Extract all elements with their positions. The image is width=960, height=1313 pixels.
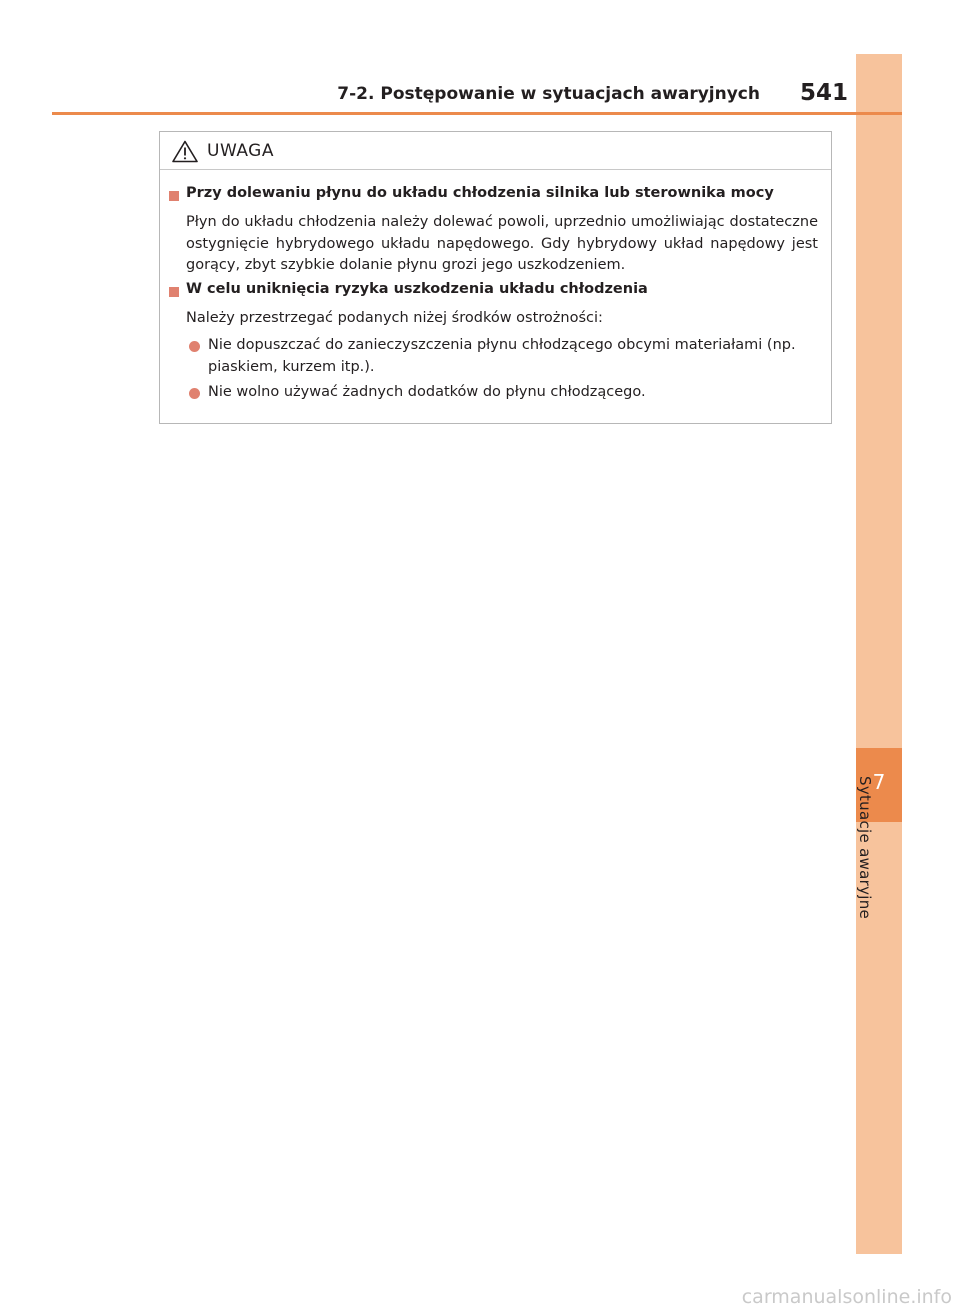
section-paragraph: Należy przestrzegać podanych niżej środków ostrożności: (186, 310, 603, 326)
caution-title: UWAGA (207, 141, 274, 161)
watermark: carmanualsonline.info (741, 1286, 952, 1308)
caution-box (159, 131, 832, 424)
section-heading: W celu uniknięcia ryzyka uszkodzenia układu chłodzenia (186, 281, 648, 297)
warning-triangle-icon (172, 140, 198, 163)
section-heading: Przy dolewaniu płynu do układu chłodzenia silnika lub sterownika mocy (186, 185, 774, 201)
section-paragraph: Płyn do układu chłodzenia należy dolewać powoli, uprzednio umożliwiając dostateczne ostygnięcie hybrydowego układu napędowego. Gdy hybrydowy układ napędowy jest gorący, zbyt szybkie dolanie płynu grozi jego uszkodzeniem. (186, 214, 818, 273)
list-item: Nie wolno używać żadnych dodatków do płynu chłodzącego. (208, 384, 646, 400)
caution-header (160, 132, 831, 170)
chapter-side-tab (856, 54, 902, 1254)
page-number: 541 (800, 80, 849, 106)
header-rule (52, 112, 902, 115)
chapter-label: Sytuacje awaryjne (856, 776, 874, 920)
section-title: 7-2. Postępowanie w sytuacjach awaryjnych (337, 84, 760, 104)
square-bullet-icon (169, 191, 179, 201)
round-bullet-icon (189, 388, 200, 399)
chapter-number: 7 (872, 770, 886, 794)
round-bullet-icon (189, 341, 200, 352)
square-bullet-icon (169, 287, 179, 297)
list-item: Nie dopuszczać do zanieczyszczenia płynu chłodzącego obcymi materiałami (np. piaskiem, kurzem itp.). (208, 337, 796, 375)
